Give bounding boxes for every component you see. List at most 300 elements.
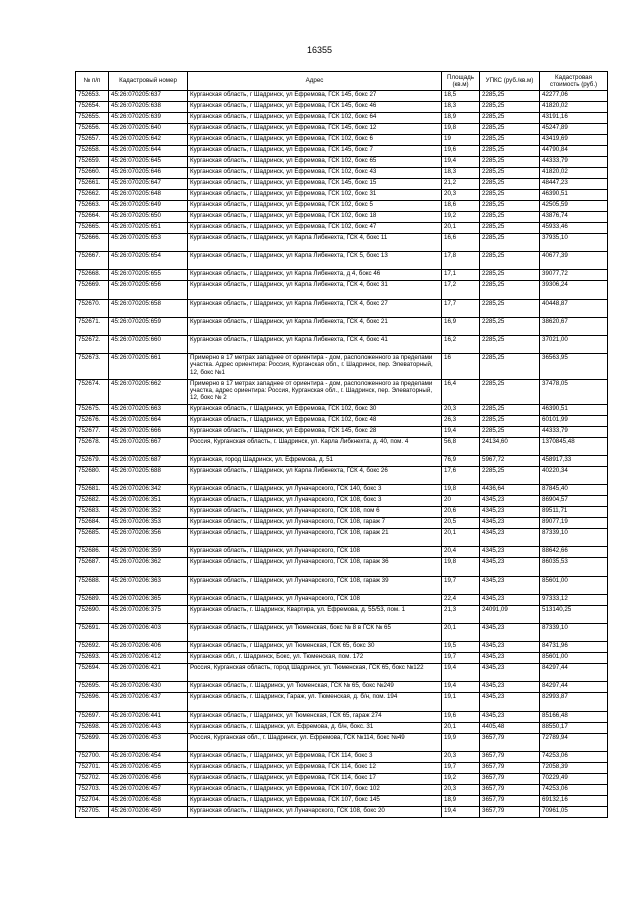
table-row bbox=[76, 102, 608, 113]
cell-area: 18,5 bbox=[442, 91, 480, 102]
cell-upks: 2285,25 bbox=[480, 404, 540, 415]
cell-area: 19,4 bbox=[442, 806, 480, 817]
cell-cadastral-number: 45:26:070205:655 bbox=[109, 270, 188, 281]
cell-upks: 2285,25 bbox=[480, 299, 540, 317]
cell-upks: 2285,25 bbox=[480, 281, 540, 299]
cell-upks: 4345,23 bbox=[480, 558, 540, 576]
cell-number: 752672. bbox=[76, 335, 109, 353]
cell-cadastral-number: 45:26:070206:454 bbox=[109, 751, 188, 762]
cell-cadastral-cost: 39306,24 bbox=[540, 281, 608, 299]
cell-area: 20,3 bbox=[442, 751, 480, 762]
cell-number: 752674. bbox=[76, 379, 109, 404]
cell-upks: 4436,64 bbox=[480, 485, 540, 496]
cell-address: Курганская область, г Шадринск, ул Карла Либкнехта, ГСК 5, бокс 13 bbox=[188, 252, 442, 270]
cell-cadastral-cost: 43419,69 bbox=[540, 135, 608, 146]
cell-address: Курганская область, г Шадринск, ул Ефремова, ГСК 114, бокс 17 bbox=[188, 773, 442, 784]
header-upks: УПКС (руб./кв.м) bbox=[480, 72, 540, 91]
cell-area: 26,3 bbox=[442, 415, 480, 426]
cell-area: 19,9 bbox=[442, 733, 480, 751]
cell-area: 20,1 bbox=[442, 223, 480, 234]
cell-number: 752656. bbox=[76, 124, 109, 135]
cell-upks: 2285,25 bbox=[480, 157, 540, 168]
cell-area: 19,4 bbox=[442, 157, 480, 168]
table-row bbox=[76, 693, 608, 711]
cell-cadastral-number: 45:26:070205:642 bbox=[109, 135, 188, 146]
cell-cadastral-cost: 87845,40 bbox=[540, 485, 608, 496]
header-number: № п/п bbox=[76, 72, 109, 91]
cell-address: Курганская область, г. Шадринск, Квартира, ул. Ефремова, д. 55/53, пом. 1 bbox=[188, 605, 442, 623]
table-row bbox=[76, 212, 608, 223]
table-row bbox=[76, 547, 608, 558]
cell-address: Курганская область, г Шадринск, ул Тюменская, ГСК 65, гараж 274 bbox=[188, 711, 442, 722]
cell-number: 752698. bbox=[76, 722, 109, 733]
cell-cadastral-cost: 86904,57 bbox=[540, 496, 608, 507]
cell-upks: 3657,79 bbox=[480, 751, 540, 762]
table-row bbox=[76, 437, 608, 455]
cell-cadastral-cost: 37021,00 bbox=[540, 335, 608, 353]
cell-upks: 2285,25 bbox=[480, 223, 540, 234]
cell-cadastral-cost: 37935,10 bbox=[540, 234, 608, 252]
cell-address: Курганская область, г Шадринск, ул Ефремова, ГСК 107, бокс 102 bbox=[188, 784, 442, 795]
table-row bbox=[76, 762, 608, 773]
table-row bbox=[76, 711, 608, 722]
cell-cadastral-number: 45:26:070205:688 bbox=[109, 467, 188, 485]
cell-cadastral-number: 45:26:070206:351 bbox=[109, 496, 188, 507]
cell-area: 19,4 bbox=[442, 664, 480, 682]
cell-upks: 2285,25 bbox=[480, 270, 540, 281]
cell-area: 18,6 bbox=[442, 201, 480, 212]
cell-cadastral-number: 45:26:070206:406 bbox=[109, 642, 188, 653]
cell-cadastral-number: 45:26:070206:456 bbox=[109, 773, 188, 784]
cell-cadastral-cost: 42277,06 bbox=[540, 91, 608, 102]
cell-upks: 2285,25 bbox=[480, 317, 540, 335]
table-header-row bbox=[76, 72, 608, 91]
cadastral-registry-table bbox=[75, 71, 608, 818]
table-row bbox=[76, 594, 608, 605]
cell-number: 752667. bbox=[76, 252, 109, 270]
cell-number: 752697. bbox=[76, 711, 109, 722]
cell-cadastral-cost: 87339,10 bbox=[540, 529, 608, 547]
cell-cadastral-number: 45:26:070206:359 bbox=[109, 547, 188, 558]
cell-address: Курганская область, г Шадринск, ул Луначарского, ГСК 108, гараж 39 bbox=[188, 576, 442, 594]
table-row bbox=[76, 190, 608, 201]
cell-cadastral-cost: 72789,94 bbox=[540, 733, 608, 751]
cell-number: 752680. bbox=[76, 467, 109, 485]
table-row bbox=[76, 806, 608, 817]
cell-cadastral-cost: 513140,25 bbox=[540, 605, 608, 623]
cell-number: 752692. bbox=[76, 642, 109, 653]
table-row bbox=[76, 157, 608, 168]
cell-cadastral-cost: 89077,19 bbox=[540, 518, 608, 529]
cell-number: 752687. bbox=[76, 558, 109, 576]
table-row bbox=[76, 168, 608, 179]
cell-cadastral-number: 45:26:070206:352 bbox=[109, 507, 188, 518]
cell-area: 18,9 bbox=[442, 795, 480, 806]
cell-cadastral-cost: 41820,02 bbox=[540, 102, 608, 113]
cell-address: Примерно в 17 метрах западнее от ориентира - дом, расположенного за пределами участка. Адрес ориентира: Россия, Курганская обл., г. Шадринск, пер. Элеваторный, 12, бокс №1 bbox=[188, 354, 442, 379]
cell-upks: 2285,25 bbox=[480, 201, 540, 212]
table-row bbox=[76, 773, 608, 784]
cell-address: Курганская область, г Шадринск, ул Луначарского, ГСК 108, пом 6 bbox=[188, 507, 442, 518]
cell-address: Курганская область, г Шадринск, ул Ефремова, ГСК 107, бокс 145 bbox=[188, 795, 442, 806]
cell-cadastral-cost: 43876,74 bbox=[540, 212, 608, 223]
cell-cadastral-number: 45:26:070205:656 bbox=[109, 281, 188, 299]
cell-cadastral-number: 45:26:070205:639 bbox=[109, 113, 188, 124]
cell-area: 19,8 bbox=[442, 124, 480, 135]
table-row bbox=[76, 795, 608, 806]
cell-address: Курганская область, г Шадринск, ул Карла Либкнехта, ГСК 4, бокс 41 bbox=[188, 335, 442, 353]
cell-cadastral-cost: 88550,17 bbox=[540, 722, 608, 733]
cell-area: 17,7 bbox=[442, 299, 480, 317]
cell-upks: 5967,72 bbox=[480, 456, 540, 467]
cell-cadastral-cost: 84297,44 bbox=[540, 664, 608, 682]
cell-cadastral-cost: 82993,87 bbox=[540, 693, 608, 711]
cell-cadastral-cost: 44333,79 bbox=[540, 157, 608, 168]
cell-address: Курганская область, г Шадринск, ул Тюменская, ГСК 65, бокс 30 bbox=[188, 642, 442, 653]
cell-cadastral-number: 45:26:070206:362 bbox=[109, 558, 188, 576]
header-cadastral-cost: Кадастровая стоимость (руб.) bbox=[540, 72, 608, 91]
cell-cadastral-number: 45:26:070206:412 bbox=[109, 653, 188, 664]
cell-cadastral-cost: 39077,72 bbox=[540, 270, 608, 281]
cell-address: Курганская область, г Шадринск, ул Карла Либкнехта, д 4, бокс 46 bbox=[188, 270, 442, 281]
cell-upks: 3657,79 bbox=[480, 773, 540, 784]
cell-address: Курганская область, г Шадринск, ул Карла Либкнехта, ГСК 4, бокс 31 bbox=[188, 281, 442, 299]
header-cadastral-number: Кадастровый номер bbox=[109, 72, 188, 91]
cell-area: 19,4 bbox=[442, 426, 480, 437]
cell-upks: 4345,23 bbox=[480, 682, 540, 693]
cell-address: Курганская область, г Шадринск, ул Карла Либкнехта, ГСК 4, бокс 27 bbox=[188, 299, 442, 317]
cell-address: Курганская область, г Шадринск, ул Ефремова, ГСК 114, бокс 12 bbox=[188, 762, 442, 773]
cell-address: Россия, Курганская область, г. Шадринск, ул. Карла Либкнехта, д. 40, пом. 4 bbox=[188, 437, 442, 455]
cell-cadastral-number: 45:26:070206:458 bbox=[109, 795, 188, 806]
cell-area: 20,3 bbox=[442, 784, 480, 795]
cell-number: 752694. bbox=[76, 664, 109, 682]
cell-upks: 4345,23 bbox=[480, 496, 540, 507]
cell-area: 19,7 bbox=[442, 762, 480, 773]
cell-number: 752665. bbox=[76, 223, 109, 234]
cell-number: 752677. bbox=[76, 426, 109, 437]
table-row bbox=[76, 234, 608, 252]
cell-area: 17,8 bbox=[442, 252, 480, 270]
cell-number: 752678. bbox=[76, 437, 109, 455]
cell-upks: 4345,23 bbox=[480, 518, 540, 529]
cell-area: 19,5 bbox=[442, 642, 480, 653]
cell-address: Курганская область, г Шадринск, ул Луначарского, ГСК 140, бокс 3 bbox=[188, 485, 442, 496]
cell-number: 752703. bbox=[76, 784, 109, 795]
cell-area: 16 bbox=[442, 354, 480, 379]
cell-area: 20 bbox=[442, 496, 480, 507]
cell-cadastral-number: 45:26:070205:666 bbox=[109, 426, 188, 437]
cell-area: 20,4 bbox=[442, 547, 480, 558]
cell-area: 19,8 bbox=[442, 485, 480, 496]
cell-cadastral-cost: 43191,16 bbox=[540, 113, 608, 124]
table-row bbox=[76, 135, 608, 146]
cell-address: Курганская область, г Шадринск, ул Ефремова, ГСК 145, бокс 28 bbox=[188, 426, 442, 437]
cell-cadastral-number: 45:26:070205:645 bbox=[109, 157, 188, 168]
cell-number: 752663. bbox=[76, 201, 109, 212]
cell-area: 20,5 bbox=[442, 518, 480, 529]
cell-cadastral-number: 45:26:070206:403 bbox=[109, 624, 188, 642]
cell-cadastral-cost: 38620,67 bbox=[540, 317, 608, 335]
cell-address: Курганская область, г Шадринск, ул Ефремова, ГСК 102, бокс 30 bbox=[188, 404, 442, 415]
table-row bbox=[76, 426, 608, 437]
table-row bbox=[76, 485, 608, 496]
cell-address: Курганская область, г Шадринск, ул Луначарского, ГСК 108, бокс 20 bbox=[188, 806, 442, 817]
cell-upks: 4345,23 bbox=[480, 547, 540, 558]
cell-cadastral-number: 45:26:070205:649 bbox=[109, 201, 188, 212]
cell-upks: 2285,25 bbox=[480, 426, 540, 437]
cell-upks: 24134,60 bbox=[480, 437, 540, 455]
cell-upks: 2285,25 bbox=[480, 234, 540, 252]
cell-address: Курганская область, г Шадринск, ул Ефремова, ГСК 145, бокс 7 bbox=[188, 146, 442, 157]
cell-upks: 4345,23 bbox=[480, 529, 540, 547]
cell-upks: 2285,25 bbox=[480, 467, 540, 485]
cell-cadastral-cost: 85166,48 bbox=[540, 711, 608, 722]
table-row bbox=[76, 252, 608, 270]
cell-number: 752699. bbox=[76, 733, 109, 751]
cell-cadastral-number: 45:26:070206:353 bbox=[109, 518, 188, 529]
cell-upks: 3657,79 bbox=[480, 795, 540, 806]
table-row bbox=[76, 624, 608, 642]
cell-cadastral-number: 45:26:070206:437 bbox=[109, 693, 188, 711]
cell-cadastral-cost: 36563,95 bbox=[540, 354, 608, 379]
cell-cadastral-number: 45:26:070206:457 bbox=[109, 784, 188, 795]
header-area: Площадь (кв.м) bbox=[442, 72, 480, 91]
cell-upks: 3657,79 bbox=[480, 806, 540, 817]
cell-address: Курганская область, г Шадринск, ул Карла Либкнехта, ГСК 4, бокс 21 bbox=[188, 317, 442, 335]
cell-number: 752654. bbox=[76, 102, 109, 113]
table-row bbox=[76, 784, 608, 795]
cell-number: 752657. bbox=[76, 135, 109, 146]
header-address: Адрес bbox=[188, 72, 442, 91]
cell-cadastral-number: 45:26:070205:653 bbox=[109, 234, 188, 252]
table-row bbox=[76, 605, 608, 623]
cell-address: Курганская область, г. Шадринск, ул Тюменская, ГСК № 65, бокс №249 bbox=[188, 682, 442, 693]
cell-area: 18,9 bbox=[442, 113, 480, 124]
cell-area: 20,3 bbox=[442, 404, 480, 415]
cell-area: 20,1 bbox=[442, 624, 480, 642]
cell-address: Курганская область, г Шадринск, ул Ефремова, ГСК 102, бокс 65 bbox=[188, 157, 442, 168]
cell-cadastral-cost: 70961,05 bbox=[540, 806, 608, 817]
cell-number: 752664. bbox=[76, 212, 109, 223]
cell-number: 752695. bbox=[76, 682, 109, 693]
cell-upks: 2285,25 bbox=[480, 102, 540, 113]
cell-cadastral-cost: 88642,66 bbox=[540, 547, 608, 558]
cell-address: Курганская обл., г. Шадринск, Бокс, ул. Тюменская, пом. 172 bbox=[188, 653, 442, 664]
cell-area: 19,7 bbox=[442, 576, 480, 594]
cell-upks: 4345,23 bbox=[480, 693, 540, 711]
table-row bbox=[76, 354, 608, 379]
table-row bbox=[76, 335, 608, 353]
cell-number: 752704. bbox=[76, 795, 109, 806]
cell-area: 20,3 bbox=[442, 190, 480, 201]
cell-number: 752659. bbox=[76, 157, 109, 168]
cell-address: Курганская область, г Шадринск, ул Ефремова, ГСК 102, бокс 18 bbox=[188, 212, 442, 223]
cell-cadastral-number: 45:26:070205:664 bbox=[109, 415, 188, 426]
cell-address: Курганская область, г. Шадринск, Гараж, ул. Тюменская, д. б/н, пом. 194 bbox=[188, 693, 442, 711]
table-row bbox=[76, 270, 608, 281]
cell-cadastral-number: 45:26:070205:659 bbox=[109, 317, 188, 335]
cell-address: Курганская область, г Шадринск, ул Луначарского, ГСК 108, гараж 7 bbox=[188, 518, 442, 529]
cell-number: 752679. bbox=[76, 456, 109, 467]
cell-area: 17,2 bbox=[442, 281, 480, 299]
cell-cadastral-number: 45:26:070206:363 bbox=[109, 576, 188, 594]
cell-upks: 2285,25 bbox=[480, 179, 540, 190]
cell-area: 19,6 bbox=[442, 146, 480, 157]
cell-upks: 3657,79 bbox=[480, 784, 540, 795]
cell-cadastral-number: 45:26:070205:663 bbox=[109, 404, 188, 415]
cell-address: Россия, Курганская область, город Шадринск, ул. Тюменская, ГСК 65, бокс №122 bbox=[188, 664, 442, 682]
cell-cadastral-number: 45:26:070205:650 bbox=[109, 212, 188, 223]
cell-number: 752705. bbox=[76, 806, 109, 817]
cell-cadastral-number: 45:26:070206:441 bbox=[109, 711, 188, 722]
cell-area: 19,1 bbox=[442, 693, 480, 711]
cell-area: 19 bbox=[442, 135, 480, 146]
cell-number: 752691. bbox=[76, 624, 109, 642]
cell-cadastral-number: 45:26:070205:640 bbox=[109, 124, 188, 135]
table-row bbox=[76, 415, 608, 426]
cell-cadastral-number: 45:26:070205:660 bbox=[109, 335, 188, 353]
table-row bbox=[76, 467, 608, 485]
cell-upks: 4345,23 bbox=[480, 664, 540, 682]
table-row bbox=[76, 404, 608, 415]
cell-address: Курганская область, г. Шадринск, ул. Ефремова, д. б/н, бокс. 31 bbox=[188, 722, 442, 733]
cell-address: Курганская область, г Шадринск, ул Луначарского, ГСК 108, бокс 3 bbox=[188, 496, 442, 507]
table-row bbox=[76, 379, 608, 404]
cell-number: 752661. bbox=[76, 179, 109, 190]
cell-upks: 2285,25 bbox=[480, 113, 540, 124]
table-row bbox=[76, 558, 608, 576]
table-row bbox=[76, 281, 608, 299]
table-row bbox=[76, 496, 608, 507]
cell-area: 20,1 bbox=[442, 722, 480, 733]
cell-address: Курганская, город Шадринск, ул. Ефремова, д. 51 bbox=[188, 456, 442, 467]
cell-area: 16,9 bbox=[442, 317, 480, 335]
cell-upks: 2285,25 bbox=[480, 212, 540, 223]
cell-cadastral-cost: 72058,39 bbox=[540, 762, 608, 773]
table-row bbox=[76, 507, 608, 518]
table-row bbox=[76, 223, 608, 234]
cell-cadastral-cost: 40448,87 bbox=[540, 299, 608, 317]
cell-area: 22,4 bbox=[442, 594, 480, 605]
cell-upks: 4345,23 bbox=[480, 576, 540, 594]
cell-upks: 24091,09 bbox=[480, 605, 540, 623]
cell-cadastral-number: 45:26:070206:365 bbox=[109, 594, 188, 605]
cell-cadastral-number: 45:26:070205:646 bbox=[109, 168, 188, 179]
cell-cadastral-number: 45:26:070205:648 bbox=[109, 190, 188, 201]
cell-number: 752666. bbox=[76, 234, 109, 252]
cell-number: 752682. bbox=[76, 496, 109, 507]
cell-address: Курганская область, г Шадринск, ул Ефремова, ГСК 102, бокс 43 bbox=[188, 168, 442, 179]
cell-cadastral-cost: 85601,00 bbox=[540, 653, 608, 664]
cell-cadastral-cost: 97333,12 bbox=[540, 594, 608, 605]
cell-number: 752684. bbox=[76, 518, 109, 529]
cell-cadastral-number: 45:26:070205:687 bbox=[109, 456, 188, 467]
cell-cadastral-number: 45:26:070206:443 bbox=[109, 722, 188, 733]
cell-number: 752701. bbox=[76, 762, 109, 773]
cell-cadastral-number: 45:26:070205:644 bbox=[109, 146, 188, 157]
cell-cadastral-cost: 48447,23 bbox=[540, 179, 608, 190]
cell-cadastral-cost: 41820,02 bbox=[540, 168, 608, 179]
cell-address: Курганская область, г Шадринск, ул Ефремова, ГСК 102, бокс 6 bbox=[188, 135, 442, 146]
cell-number: 752671. bbox=[76, 317, 109, 335]
cell-upks: 3657,79 bbox=[480, 733, 540, 751]
cell-cadastral-cost: 60101,99 bbox=[540, 415, 608, 426]
cell-cadastral-number: 45:26:070205:647 bbox=[109, 179, 188, 190]
cell-area: 19,8 bbox=[442, 558, 480, 576]
cell-cadastral-number: 45:26:070205:638 bbox=[109, 102, 188, 113]
cell-area: 19,4 bbox=[442, 682, 480, 693]
cell-area: 17,1 bbox=[442, 270, 480, 281]
cell-cadastral-cost: 45247,89 bbox=[540, 124, 608, 135]
cell-cadastral-cost: 40220,34 bbox=[540, 467, 608, 485]
cell-area: 19,6 bbox=[442, 711, 480, 722]
cell-number: 752693. bbox=[76, 653, 109, 664]
cell-number: 752685. bbox=[76, 529, 109, 547]
cell-cadastral-cost: 44333,79 bbox=[540, 426, 608, 437]
cell-area: 19,2 bbox=[442, 773, 480, 784]
cell-cadastral-number: 45:26:070205:661 bbox=[109, 354, 188, 379]
cell-address: Курганская область, г Шадринск, ул Ефремова, ГСК 114, бокс 3 bbox=[188, 751, 442, 762]
cell-cadastral-cost: 85601,00 bbox=[540, 576, 608, 594]
cell-number: 752688. bbox=[76, 576, 109, 594]
cell-cadastral-cost: 87339,10 bbox=[540, 624, 608, 642]
cell-upks: 4345,23 bbox=[480, 594, 540, 605]
cell-cadastral-cost: 84731,96 bbox=[540, 642, 608, 653]
cell-number: 752669. bbox=[76, 281, 109, 299]
cell-cadastral-number: 45:26:070206:421 bbox=[109, 664, 188, 682]
cell-address: Курганская область, г Шадринск, ул Ефремова, ГСК 145, бокс 46 bbox=[188, 102, 442, 113]
cell-number: 752670. bbox=[76, 299, 109, 317]
table-row bbox=[76, 456, 608, 467]
cell-upks: 2285,25 bbox=[480, 379, 540, 404]
cell-address: Курганская область, г Шадринск, ул Луначарского, ГСК 108 bbox=[188, 547, 442, 558]
cell-upks: 2285,25 bbox=[480, 335, 540, 353]
table-row bbox=[76, 722, 608, 733]
cell-address: Курганская область, г Шадринск, ул Луначарского, ГСК 108, гараж 36 bbox=[188, 558, 442, 576]
cell-cadastral-cost: 1370845,48 bbox=[540, 437, 608, 455]
cell-upks: 2285,25 bbox=[480, 168, 540, 179]
table-row bbox=[76, 299, 608, 317]
cell-number: 752700. bbox=[76, 751, 109, 762]
cell-number: 752683. bbox=[76, 507, 109, 518]
cell-number: 752673. bbox=[76, 354, 109, 379]
cell-number: 752689. bbox=[76, 594, 109, 605]
cell-upks: 2285,25 bbox=[480, 124, 540, 135]
table-row bbox=[76, 317, 608, 335]
cell-cadastral-cost: 46390,51 bbox=[540, 190, 608, 201]
cell-address: Курганская область, г Шадринск, ул Ефремова, ГСК 102, бокс 31 bbox=[188, 190, 442, 201]
cell-area: 18,3 bbox=[442, 102, 480, 113]
cell-area: 18,3 bbox=[442, 168, 480, 179]
cell-cadastral-number: 45:26:070205:662 bbox=[109, 379, 188, 404]
cell-upks: 4345,23 bbox=[480, 642, 540, 653]
page-number: 16355 bbox=[306, 45, 333, 55]
cell-upks: 4345,23 bbox=[480, 711, 540, 722]
cell-cadastral-number: 45:26:070205:651 bbox=[109, 223, 188, 234]
cell-cadastral-number: 45:26:070206:356 bbox=[109, 529, 188, 547]
table-row bbox=[76, 518, 608, 529]
table-row bbox=[76, 576, 608, 594]
table-row bbox=[76, 113, 608, 124]
cell-area: 16,4 bbox=[442, 379, 480, 404]
table-row bbox=[76, 664, 608, 682]
cell-cadastral-cost: 46390,51 bbox=[540, 404, 608, 415]
cell-address: Примерно в 17 метрах западнее от ориентира - дом, расположенного за пределами участка, адрес ориентира: Россия, Курганская обл., г. Шадринск, пер. Элеваторный, 12, бокс № 2 bbox=[188, 379, 442, 404]
cell-area: 20,6 bbox=[442, 507, 480, 518]
cell-cadastral-number: 45:26:070205:658 bbox=[109, 299, 188, 317]
cell-address: Курганская область, г Шадринск, ул Карла Либкнехта, ГСК 4, бокс 11 bbox=[188, 234, 442, 252]
